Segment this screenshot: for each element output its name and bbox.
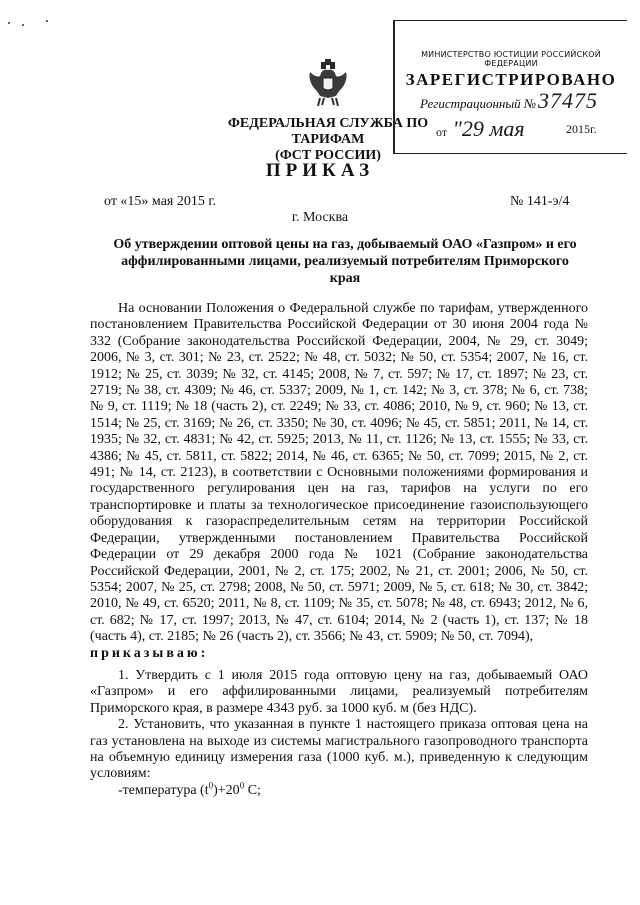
agency-abbreviation: (ФСТ РОССИИ) bbox=[275, 148, 381, 163]
scan-speck bbox=[46, 20, 48, 22]
order-item-1: 1. Утвердить с 1 июля 2015 года оптовую цену на газ, добываемый ОАО «Газпром» и его аффилированными лицами, реализуемый потребителям Приморского края, в размере 4343 руб. за 1000 куб. м (без НДС). bbox=[90, 667, 588, 716]
agency-name: ФЕДЕРАЛЬНАЯ СЛУЖБА ПО ТАРИФАМ bbox=[227, 116, 429, 147]
order-number: № 141-э/4 bbox=[510, 194, 570, 209]
decree-word: приказываю: bbox=[90, 645, 209, 661]
condition-suffix: С; bbox=[244, 782, 261, 798]
coat-of-arms-emblem bbox=[306, 58, 350, 108]
stamp-date-handwritten: "29 мая bbox=[452, 116, 525, 141]
document-body bbox=[90, 301, 588, 799]
stamp-registered-label: ЗАРЕГИСТРИРОВАНО bbox=[405, 70, 617, 89]
condition-degree-sup-2: 0 bbox=[239, 780, 245, 791]
preamble-paragraph: На основании Положения о Федеральной службе по тарифам, утвержденного постановлением Правительства Российской Федерации от 30 июня 2004 года № 332 (Собрание законодательства Российской Федерации, 2004, № 29, ст. 3049; 2006, № 3, ст. 301; № 23, ст. 2522; № 48, ст. 5032; № 50, ст. 5354; 2007, № 16, ст. 1912; № 25, ст. 3039; № 32, ст. 4145; 2008, № 7, ст. 597; № 17, ст. 1897; № 23, ст. 2719; № 38, ст. 4309; № 46, ст. 5337; 2009, № 1, ст. 142; № 3, ст. 378; № 6, ст. 738; № 9, ст. 1119; № 18 (часть 2), ст. 2249; № 33, ст. 4086; 2010, № 9, ст. 960; № 13, ст. 1514; № 25, ст. 3169; № 26, ст. 3350; № 30, ст. 4096; № 45, ст. 5851; 2011, № 14, ст. 1935; № 32, ст. 4831; № 42, ст. 5925; 2013, № 11, ст. 1126; № 13, ст. 1555; № 33, ст. 4386; № 45, ст. 5811, ст. 5822; 2014, № 46, ст. 6365; № 50, ст. 7099; 2015, № 2, ст. 491; № 14, ст. 2123), в соответствии с Основными положениями формирования и государственного регулирования цен на газ, тарифов на услуги по его транспортировке и платы за технологическое присоединение газоиспользующего оборудования к газораспределительным сетям на территории Российской Федерации, утвержденными постановлением Правительства Российской Федерации от 29 декабря 2000 года № 1021 (Собрание законодательства Российской Федерации, 2001, № 2, ст. 175; 2002, № 21, ст. 2001; 2006, № 50, ст. 5354; 2007, № 25, ст. 2798; 2008, № 50, ст. 5971; 2009, № 5, ст. 618; № 30, ст. 3842; 2010, № 49, ст. 6520; 2011, № 8, ст. 1109; № 35, ст. 5078; № 48, ст. 6943; 2012, № 6, ст. 682; № 17, ст. 1997; 2013, № 47, ст. 6104; 2014, № 2 (часть 1), ст. 137; № 18 (часть 4), ст. 2185; № 26 (часть 2), ст. 3566; № 43, ст. 5909; № 50, ст. 7094), bbox=[90, 301, 588, 645]
stamp-registration-label: Регистрационный № bbox=[420, 96, 537, 111]
scan-speck bbox=[22, 24, 24, 26]
condition-temperature bbox=[90, 780, 588, 799]
stamp-registration-number: 37475 bbox=[538, 88, 598, 113]
document-title: ПРИКАЗ bbox=[265, 160, 375, 181]
stamp-registration-date bbox=[436, 116, 525, 142]
scan-speck bbox=[8, 22, 10, 24]
condition-degree-sup: 0 bbox=[208, 780, 214, 791]
condition-prefix: -температура (t bbox=[118, 782, 209, 798]
stamp-date-prefix: от bbox=[436, 125, 448, 139]
stamp-ministry-name: МИНИСТЕРСТВО ЮСТИЦИИ РОССИЙСКОЙ ФЕДЕРАЦИИ bbox=[421, 50, 601, 68]
condition-mid: )+20 bbox=[213, 782, 240, 798]
order-item-2: 2. Установить, что указанная в пункте 1 настоящего приказа оптовая цена на газ установлена на выходе из системы магистрального газопроводного транспорта на объемную единицу измерения газа (1000 куб. м.), приведенную к следующим условиям: bbox=[90, 717, 588, 782]
order-date: от «15» мая 2015 г. bbox=[104, 194, 217, 209]
document-city: г. Москва bbox=[291, 210, 349, 225]
stamp-year: 2015г. bbox=[566, 122, 597, 136]
document-subject: Об утверждении оптовой цены на газ, добываемый ОАО «Газпром» и его аффилированными лицами, реализуемый потребителям Приморского края bbox=[113, 237, 577, 286]
